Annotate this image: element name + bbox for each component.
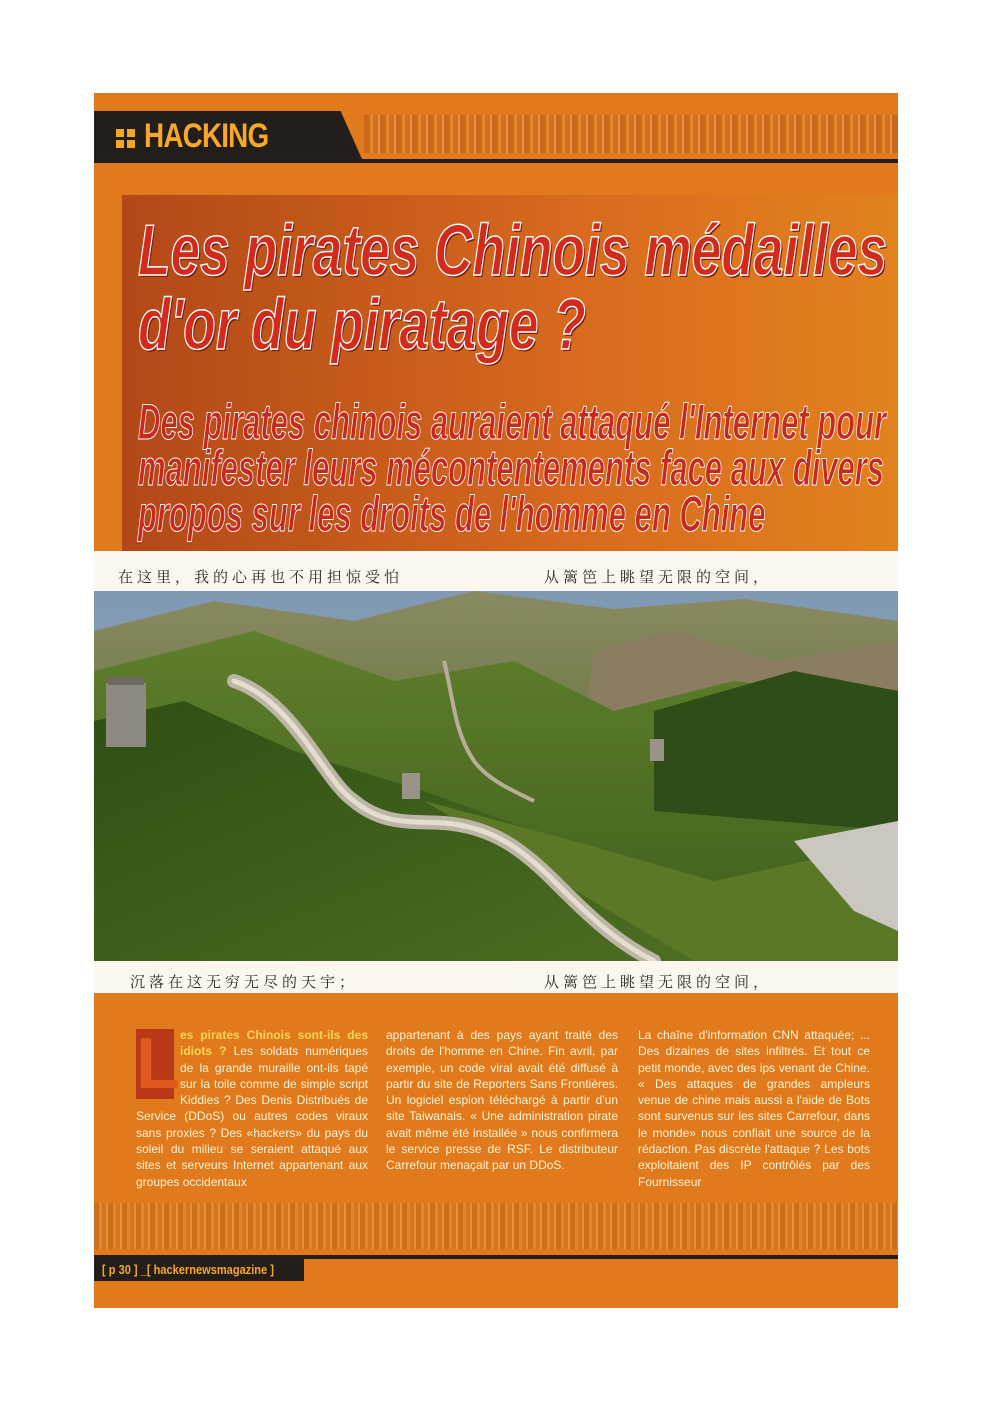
section-header bbox=[94, 93, 898, 159]
article-column-3: La chaîne d'information CNN attaquée; ... Des dizaines de sites infiltrés. Et tout ce petit monde, avec des ips venant de Chine. « Des attaques de grandes ampleurs venue de chine mais aussi a l'aide de Bots sont survenus sur les sites Carrefour, dans le monde» nous confiait une source de la rédaction. Pas discrète l'attaque ? Les bots exploitaient des IP contrôlés par des Fournisseur bbox=[638, 1028, 870, 1189]
caption-bottom-left: 沉落在这无穷无尽的天宇； bbox=[130, 973, 359, 991]
caption-top-right: 从篱笆上眺望无限的空间， bbox=[544, 568, 773, 586]
subheadline-line-3: propos sur les droits de l'homme en Chine bbox=[138, 486, 766, 542]
headline-line-2: d'or du piratage ? bbox=[138, 285, 586, 365]
binary-decoration-footer bbox=[94, 1203, 898, 1249]
magazine-page bbox=[94, 93, 898, 1308]
drop-cap: L bbox=[136, 1024, 180, 1104]
headline-line-1: Les pirates Chinois médailles bbox=[138, 211, 888, 291]
lead-in: es pirates Chinois sont-ils des idiots ? bbox=[180, 1028, 368, 1059]
subheadline-line-1: Des pirates chinois auraient attaqué l'Internet pour bbox=[138, 394, 887, 450]
caption-bottom-right: 从篱笆上眺望无限的空间， bbox=[544, 973, 773, 991]
section-label: HACKING bbox=[144, 117, 269, 155]
subheadline-line-2: manifester leurs mécontentements face aux divers bbox=[138, 440, 885, 496]
header-divider bbox=[94, 159, 898, 163]
article-column-2: appartenant à des pays ayant traité des droits de l'homme en Chine. Fin avril, par exemple, un code viral avait été diffusé à partir du site de Reporters Sans Frontières. Un logiciel espion téléchargé à partir d'un site Taiwanais. « Une administration pirate avait même été installée » nous confirmera le service presse de RSF. Le distributeur Carrefour menaçait par un DDoS. bbox=[386, 1028, 618, 1173]
article-body bbox=[94, 1007, 898, 1207]
article-column-1 bbox=[136, 1024, 368, 1190]
great-wall-photo bbox=[94, 591, 898, 961]
photo-section bbox=[94, 551, 898, 993]
caption-top-left: 在这里，我的心再也不用担惊受怕 bbox=[118, 568, 404, 586]
page-number-label: [ p 30 ] _[ hackernewsmagazine ] bbox=[102, 1262, 274, 1277]
column-1-text: Les soldats numériques de la grande muraille ont-ils tapé sur la toile comme de simple script Kiddies ? Des Denis Distribués de Service (DDoS) ou autres codes viraux sans proxies ? Des «hackers» du pays du soleil du milieu se seraient attaqué aux sites et serveurs Internet appartenant aux groupes occidentaux bbox=[136, 1044, 368, 1189]
binary-decoration bbox=[364, 115, 898, 153]
section-dots-icon bbox=[116, 129, 136, 149]
